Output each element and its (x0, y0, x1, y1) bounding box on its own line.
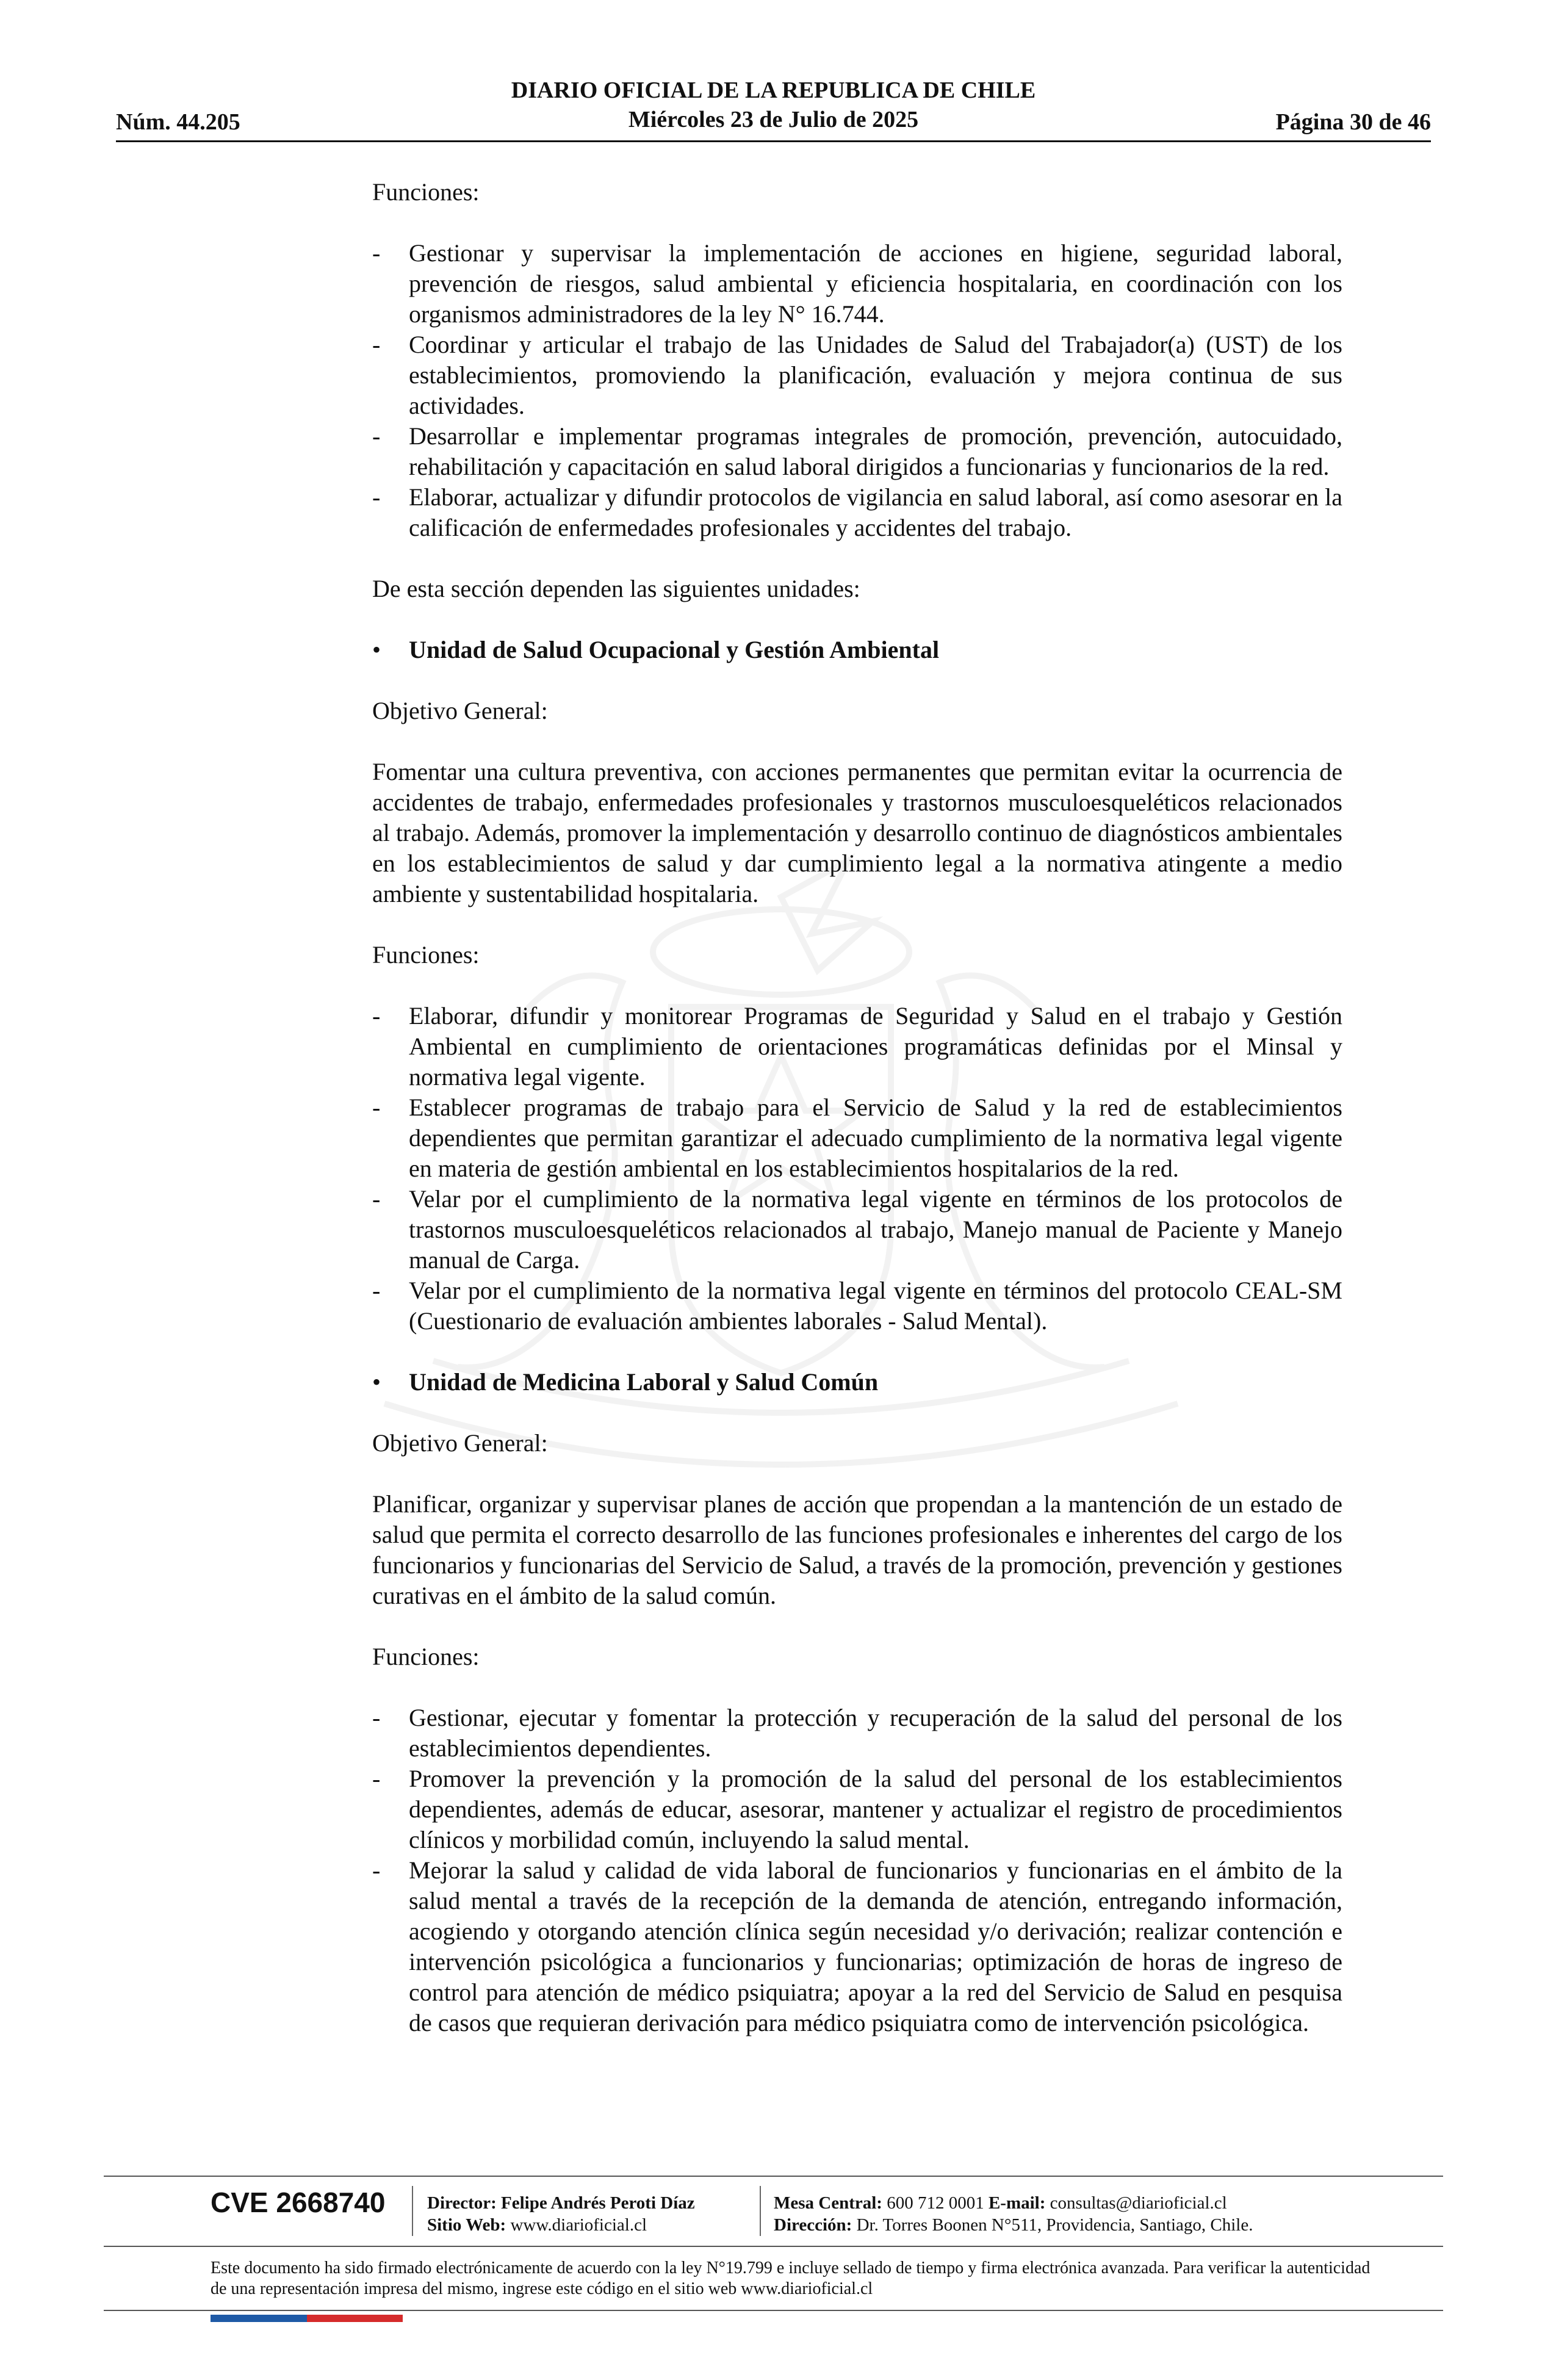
objetivo-label: Objetivo General: (372, 1429, 548, 1457)
funciones-list (372, 1703, 1342, 2038)
legal-notice: Este documento ha sido firmado electrónicamente de acuerdo con la ley N°19.799 e incluye sellado de tiempo y firma electrónica avanzada. Para verificar la autenticidad de una representación impresa del mismo, ingrese este código en el sitio web www.diarioficial.cl (211, 2259, 1371, 2298)
funciones-list (372, 238, 1342, 543)
footer-separator (412, 2186, 413, 2236)
footer-separator (760, 2186, 761, 2236)
footer-director-block: Director: Felipe Andrés Peroti Díaz Sitio Web: www.diarioficial.cl (427, 2193, 695, 2235)
funciones-heading: Funciones: (372, 941, 480, 968)
objetivo-label: Objetivo General: (372, 697, 548, 724)
director-name: Felipe Andrés Peroti Díaz (501, 2193, 695, 2213)
flag-stripe (211, 2315, 403, 2322)
masthead-date: Miércoles 23 de Julio de 2025 (628, 107, 919, 132)
page-header (116, 76, 1431, 143)
list-item: - Establecer programas de trabajo para el Servicio de Salud y la red de establecimientos dependientes que permitan garantizar el adecuado cumplimiento de la normativa legal vigente en materia de gestión ambiental en los establecimientos hospitalarios de la red. (372, 1094, 1342, 1182)
list-item: - Gestionar, ejecutar y fomentar la protección y recuperación de la salud del personal de los establecimientos dependientes. (372, 1704, 1342, 1762)
list-item: - Mejorar la salud y calidad de vida laboral de funcionarios y funcionarias en el ámbito de la salud mental a través de la recepción de la demanda de atención, entregando información, acogiendo y otorgando atención clínica según necesidad y/o derivación; realizar contención e intervención psicológica a funcionarios y funcionarias; optimización de horas de ingreso de control para atención de médico psiquiatra; apoyar a la red del Servicio de Salud en pesquisa de casos que requieran derivación para médico psiquiatra como de intervención psicológica. (372, 1856, 1342, 2036)
flag-blue-stripe (211, 2315, 307, 2322)
funciones-heading: Funciones: (372, 1643, 480, 1670)
funciones-list (372, 1001, 1342, 1336)
list-item: - Velar por el cumplimiento de la normativa legal vigente en términos del protocolo CEAL-SM (Cuestionario de evaluación ambientes laborales - Salud Mental). (372, 1277, 1342, 1335)
list-item: - Elaborar, actualizar y difundir protocolos de vigilancia en salud laboral, así como asesorar en la calificación de enfermedades profesionales y accidentes del trabajo. (372, 483, 1342, 541)
email-link[interactable]: consultas@diarioficial.cl (1050, 2193, 1227, 2213)
cve-code: CVE 2668740 (211, 2187, 386, 2218)
issue-number: Núm. 44.205 (116, 109, 240, 135)
masthead (116, 76, 1431, 134)
footer-top-rule (104, 2176, 1443, 2177)
unit-heading: • Unidad de Medicina Laboral y Salud Común (372, 1368, 879, 1396)
list-item: - Elaborar, difundir y monitorear Programas de Seguridad y Salud en el trabajo y Gestión Ambiental en cumplimiento de orientaciones programáticas definidas por el Minsal y normativa legal vigente. (372, 1002, 1342, 1091)
footer-mid-rule (104, 2246, 1443, 2247)
header-divider (116, 140, 1431, 142)
list-item: - Coordinar y articular el trabajo de las Unidades de Salud del Trabajador(a) (UST) de los establecimientos, promoviendo la planificación, evaluación y mejora continua de sus actividades. (372, 331, 1342, 419)
document-body (372, 177, 1342, 2038)
list-item: - Gestionar y supervisar la implementación de acciones en higiene, seguridad laboral, prevención de riesgos, salud ambiental y eficiencia hospitalaria, en coordinación con los organismos administradores de la ley N° 16.744. (372, 239, 1342, 328)
masthead-title: DIARIO OFICIAL DE LA REPUBLICA DE CHILE (511, 78, 1036, 103)
funciones-heading: Funciones: (372, 178, 480, 206)
objetivo-text: Fomentar una cultura preventiva, con acciones permanentes que permitan evitar la ocurrencia de accidentes de trabajo, enfermedades profesionales y trastornos musculoesqueléticos relacionados al trabajo. Además, promover la implementación y desarrollo continuo de diagnósticos ambientales en los establecimientos de salud y dar cumplimiento legal a la normativa atingente a medio ambiente y sustentabilidad hospitalaria. (372, 758, 1342, 907)
page-number: Página 30 de 46 (1275, 109, 1431, 135)
website-link[interactable]: www.diarioficial.cl (510, 2215, 647, 2235)
list-item: - Desarrollar e implementar programas integrales de promoción, prevención, autocuidado, rehabilitación y capacitación en salud laboral dirigidos a funcionarias y funcionarios de la red. (372, 422, 1342, 480)
list-item: - Velar por el cumplimiento de la normativa legal vigente en términos de los protocolos de trastornos musculoesqueléticos relacionados al trabajo, Manejo manual de Paciente y Manejo manual de Carga. (372, 1185, 1342, 1274)
flag-red-stripe (307, 2315, 403, 2322)
footer-contact-block: Mesa Central: 600 712 0001 E-mail: consultas@diarioficial.cl Dirección: Dr. Torres Boonen N°511, Providencia, Santiago, Chile. (774, 2193, 1253, 2235)
footer-bottom-rule (104, 2310, 1443, 2311)
unit-heading: • Unidad de Salud Ocupacional y Gestión Ambiental (372, 636, 940, 663)
objetivo-text: Planificar, organizar y supervisar planes de acción que propendan a la mantención de un estado de salud que permita el correcto desarrollo de las funciones profesionales e inherentes del cargo de los funcionarios y funcionarias del Servicio de Salud, a través de la promoción, prevención y gestiones curativas en el ámbito de la salud común. (372, 1490, 1342, 1609)
dependen-paragraph: De esta sección dependen las siguientes unidades: (372, 575, 860, 602)
list-item: - Promover la prevención y la promoción de la salud del personal de los establecimientos dependientes, además de educar, asesorar, mantener y actualizar el registro de procedimientos clínicos y morbilidad común, incluyendo la salud mental. (372, 1765, 1342, 1853)
